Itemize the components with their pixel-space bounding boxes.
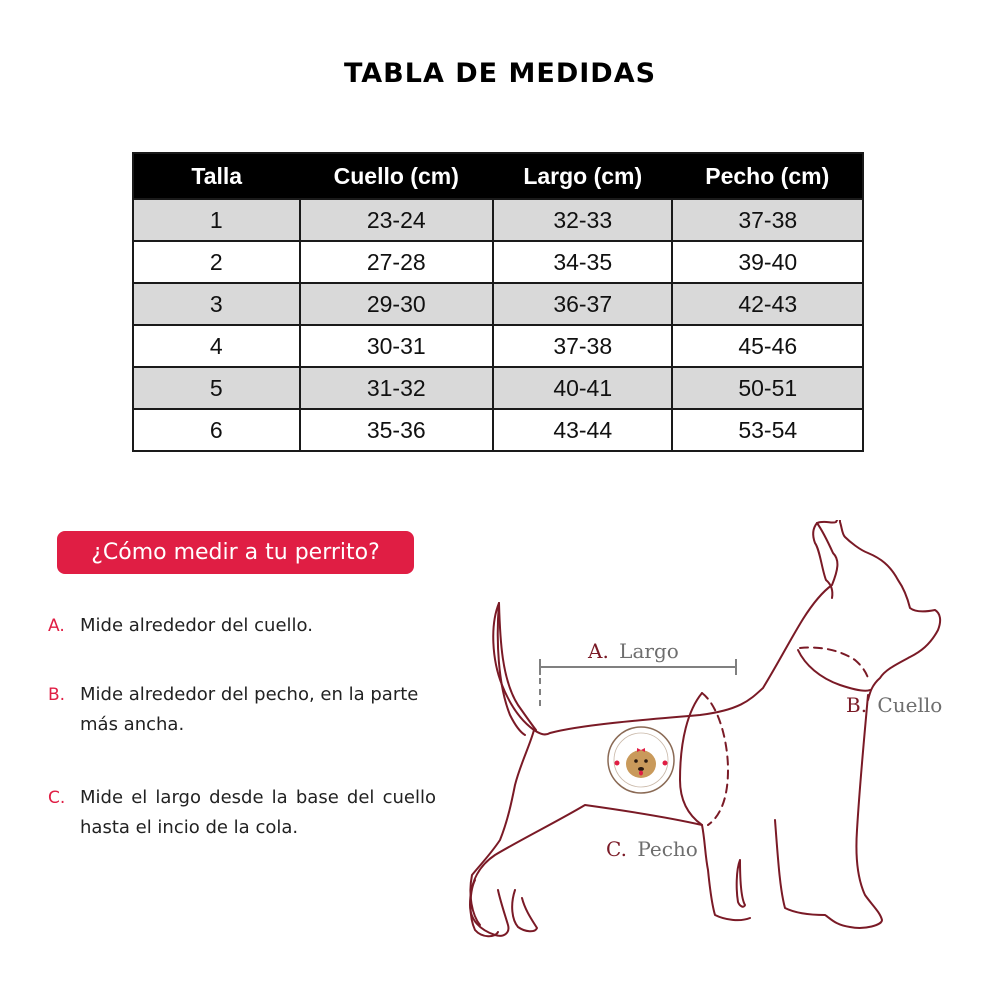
inner-front-leg (737, 860, 745, 907)
step-letter: A. (48, 616, 65, 636)
table-header-row (133, 153, 863, 199)
back-outline (493, 523, 837, 734)
step-letter: B. (48, 685, 66, 705)
table-row (133, 199, 863, 241)
label-cuello-letter: B. (846, 693, 868, 717)
cell-largo: 34-35 (493, 241, 673, 283)
cell-largo: 37-38 (493, 325, 673, 367)
header-talla: Talla (133, 153, 300, 199)
cell-cuello: 29-30 (300, 283, 493, 325)
collar-back (800, 648, 868, 679)
table-row (133, 283, 863, 325)
table-row (133, 367, 863, 409)
cell-talla: 1 (133, 199, 300, 241)
cell-cuello: 27-28 (300, 241, 493, 283)
header-pecho: Pecho (cm) (672, 153, 863, 199)
header-cuello: Cuello (cm) (300, 153, 493, 199)
step-letter: C. (48, 788, 66, 808)
label-cuello-word: Cuello (877, 693, 943, 717)
label-largo-letter: A. (588, 639, 609, 663)
cell-pecho: 50-51 (672, 367, 863, 409)
cell-pecho: 39-40 (672, 241, 863, 283)
cell-largo: 43-44 (493, 409, 673, 451)
cell-pecho: 45-46 (672, 325, 863, 367)
label-largo (587, 639, 679, 663)
dog-outline (470, 520, 943, 936)
cell-largo: 32-33 (493, 199, 673, 241)
front-leg-outline (775, 695, 882, 928)
size-table (132, 152, 864, 452)
cell-pecho: 37-38 (672, 199, 863, 241)
chest-front (680, 693, 702, 825)
step-c (48, 783, 436, 843)
step-text: Mide el largo desde la base del cuello hasta el incio de la cola. (80, 787, 436, 838)
page-title: TABLA DE MEDIDAS (343, 58, 657, 89)
brand-logo (608, 727, 674, 793)
cell-talla: 4 (133, 325, 300, 367)
hind-leg-back (470, 730, 534, 925)
cell-largo: 40-41 (493, 367, 673, 409)
step-text: Mide alrededor del pecho, en la parte más ancha. (80, 684, 419, 735)
label-pecho-word: Pecho (637, 837, 698, 861)
table-row (133, 325, 863, 367)
cell-pecho: 53-54 (672, 409, 863, 451)
label-pecho-letter: C. (606, 837, 627, 861)
collar-front (798, 650, 870, 691)
cell-cuello: 31-32 (300, 367, 493, 409)
step-a (48, 611, 438, 641)
cell-talla: 6 (133, 409, 300, 451)
step-text: Mide alrededor del cuello. (80, 615, 313, 636)
cell-pecho: 42-43 (672, 283, 863, 325)
label-pecho (606, 837, 698, 861)
cell-talla: 2 (133, 241, 300, 283)
head-outline (817, 520, 940, 700)
step-b (48, 680, 428, 740)
dog-measurement-diagram (440, 520, 980, 960)
header-largo: Largo (cm) (493, 153, 673, 199)
label-largo-word: Largo (619, 639, 679, 663)
cell-talla: 5 (133, 367, 300, 409)
how-to-measure-heading: ¿Cómo medir a tu perrito? (57, 531, 414, 574)
label-cuello (846, 693, 942, 717)
cell-talla: 3 (133, 283, 300, 325)
largo-measure-line (540, 659, 736, 708)
table-row (133, 241, 863, 283)
cell-largo: 36-37 (493, 283, 673, 325)
table-row (133, 409, 863, 451)
cell-cuello: 23-24 (300, 199, 493, 241)
cell-cuello: 30-31 (300, 325, 493, 367)
cell-cuello: 35-36 (300, 409, 493, 451)
